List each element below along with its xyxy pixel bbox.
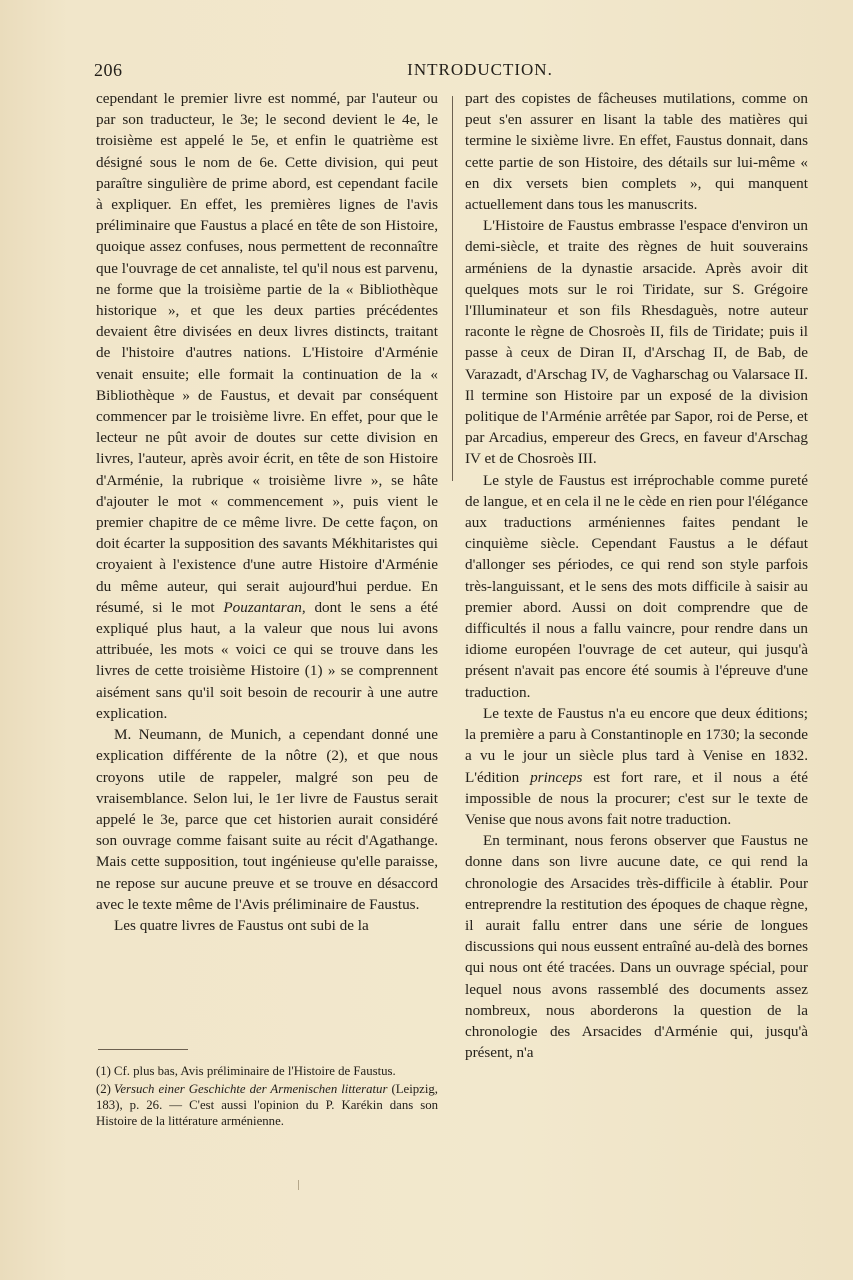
- left-paragraph-1-text: cependant le premier livre est nommé, par l'auteur ou par son traducteur, le 3e; le second devient le 4e, le troisième est appelé le 5e, et enfin le quatrième est désigné sous le nom de 6e. Cette division, qui peut paraître singulière de prime abord, est cependant facile à expliquer. En effet, les premières lignes de l'avis préliminaire que Faustus a placé en tête de son Histoire, quoique assez confuses, nous permettent de reconnaître que l'ouvrage de cet annaliste, tel qu'il nous est parvenu, ne forme que la troisième partie de la « Bibliothèque historique », et que les deux parties précédentes devaient être divisées en deux livres distincts, traitant de l'histoire d'autres nations. L'Histoire d'Arménie venait ensuite; elle formait la continuation de la « Bibliothèque » de Faustus, et devait par conséquent commencer par le troisième livre. En effet, pour que le lecteur ne pût avoir de doutes sur cette division en livres, l'auteur, après avoir écrit, en tête de son Histoire d'Arménie, la rubrique « troisième livre », se hâte d'ajouter le mot « commencement », puis vient le premier chapitre de ce même livre. De cette façon, on doit écarter la supposition des savants Mékhitaristes qui croyaient à l'existence d'une autre Histoire d'Arménie du même auteur, qui serait aujourd'hui perdue. En résumé, si le mot: [96, 90, 438, 616]
- right-paragraph-4: [465, 703, 808, 830]
- right-paragraph-3: Le style de Faustus est irréprochable comme pureté de langue, et en cela il ne le cède en rien pour l'élégance aux traductions arméniennes faites pendant le cinquième siècle. Cependant Faustus a le défaut d'allonger ses périodes, ce qui rend son style parfois très-languissant, et le sens des mots difficile à saisir au premier abord. Aussi on doit comprendre que de difficultés il nous a fallu vaincre, pour rendre dans un idiome européen l'ouvrage de cet auteur, qui jusqu'à présent n'avait pas encore été soumis à l'épreuve d'une traduction.: [465, 471, 808, 701]
- page-header: [94, 60, 806, 86]
- footnote-2-number: (2): [96, 1082, 111, 1096]
- left-italic-term: Pouzantaran: [223, 598, 302, 616]
- right-paragraph-4-tail: est fort rare, et il nous a été impossible de nous la procurer; c'est sur le texte de Venise que nous avons fait notre traduction.: [465, 768, 809, 828]
- right-column: [465, 88, 808, 1063]
- right-paragraph-5: En terminant, nous ferons observer que Faustus ne donne dans son livre aucune date, ce qui rend la chronologie des Arsacides très-difficile à établir. Pour entreprendre la restitution des époques de chaque règne, il aurait fallu entrer dans une série de longues discussions qui nous eussent entraîné au-delà des bornes qui nous ont été tracées. Dans un ouvrage spécial, pour lequel nous avons rassemblé des documents assez nombreux, nous aborderons la question de la chronologie des Arsacides d'Arménie qui, jusqu'à présent, n'a: [465, 832, 808, 1062]
- running-title: INTRODUCTION.: [407, 60, 553, 79]
- footnote-2: [96, 1081, 438, 1129]
- left-paragraph-1: [96, 88, 438, 724]
- left-paragraph-1-tail: , dont le sens a été expliqué plus haut, a la valeur que nous lui avons attribuée, les mots « voici ce qui se trouve dans les livres de cette troisième Histoire (1) » se comprennent aisément sans qu'il soit besoin de recourir à une autre explication.: [96, 598, 439, 722]
- footnote-rule: [98, 1049, 188, 1050]
- right-italic-term: princeps: [530, 768, 583, 786]
- left-paragraph-2: M. Neumann, de Munich, a cependant donné une explication différente de la nôtre (2), et que nous croyons utile de rappeler, malgré son peu de vraisemblance. Selon lui, le 1er livre de Faustus serait appelé le 3e, parce que cet historien aurait considéré son ouvrage comme faisant suite au récit d'Agathange. Mais cette supposition, tout ingénieuse qu'elle paraisse, ne repose sur aucune preuve et se trouve en désaccord avec le texte même de l'Avis préliminaire de Faustus.: [96, 726, 438, 913]
- footnotes: [96, 1063, 438, 1131]
- footnote-2-italic-title: Versuch einer Geschichte der Armenischen litteratur: [113, 1082, 388, 1096]
- footnote-1-number: (1): [96, 1064, 111, 1078]
- left-column: [96, 88, 438, 936]
- right-paragraph-1: part des copistes de fâcheuses mutilations, comme on peut s'en assurer en lisant la table des matières qui termine le sixième livre. En effet, Faustus donnait, dans cette partie de son Histoire, des détails sur lui-même « en dix versets bien complets », qui manquent actuellement dans tous les manuscrits.: [465, 90, 808, 214]
- left-paragraph-3: Les quatre livres de Faustus ont subi de la: [114, 916, 369, 934]
- footnote-1: [96, 1063, 438, 1079]
- footnote-1-text: Cf. plus bas, Avis préliminaire de l'Histoire de Faustus.: [113, 1064, 396, 1078]
- right-paragraph-2: L'Histoire de Faustus embrasse l'espace d'environ un demi-siècle, et traite des règnes de huit souverains arméniens de la dynastie arsacide. Après avoir dit quelques mots sur le roi Tiridate, sur S. Grégoire l'Illuminateur et son fils Rhesdaguès, notre auteur raconte le règne de Chosroès II, fils de Tiridate; puis il passe à ceux de Diran II, d'Arschag II, de Bab, de Varazadt, d'Arschag IV, de Vagharschag ou Valarsace II. Il termine son Histoire par un exposé de la division politique de l'Arménie arrêtée par Sapor, roi de Perse, et par Arcadius, empereur des Grecs, en faveur d'Arschag IV et de Chosroès III.: [465, 217, 808, 468]
- printer-mark: [298, 1180, 299, 1190]
- column-divider: [452, 96, 453, 481]
- right-paragraph-4-text: Le texte de Faustus n'a eu encore que deux éditions; la première a paru à Constantinople en 1730; la seconde a vu le jour un siècle plus tard à Venise en 1832. L'édition: [465, 704, 808, 786]
- page-number: 206: [94, 60, 123, 80]
- footnote-2-text: (Leipzig, 183), p. 26. — C'est aussi l'opinion du P. Karékin dans son Histoire de la littérature arménienne.: [96, 1082, 438, 1128]
